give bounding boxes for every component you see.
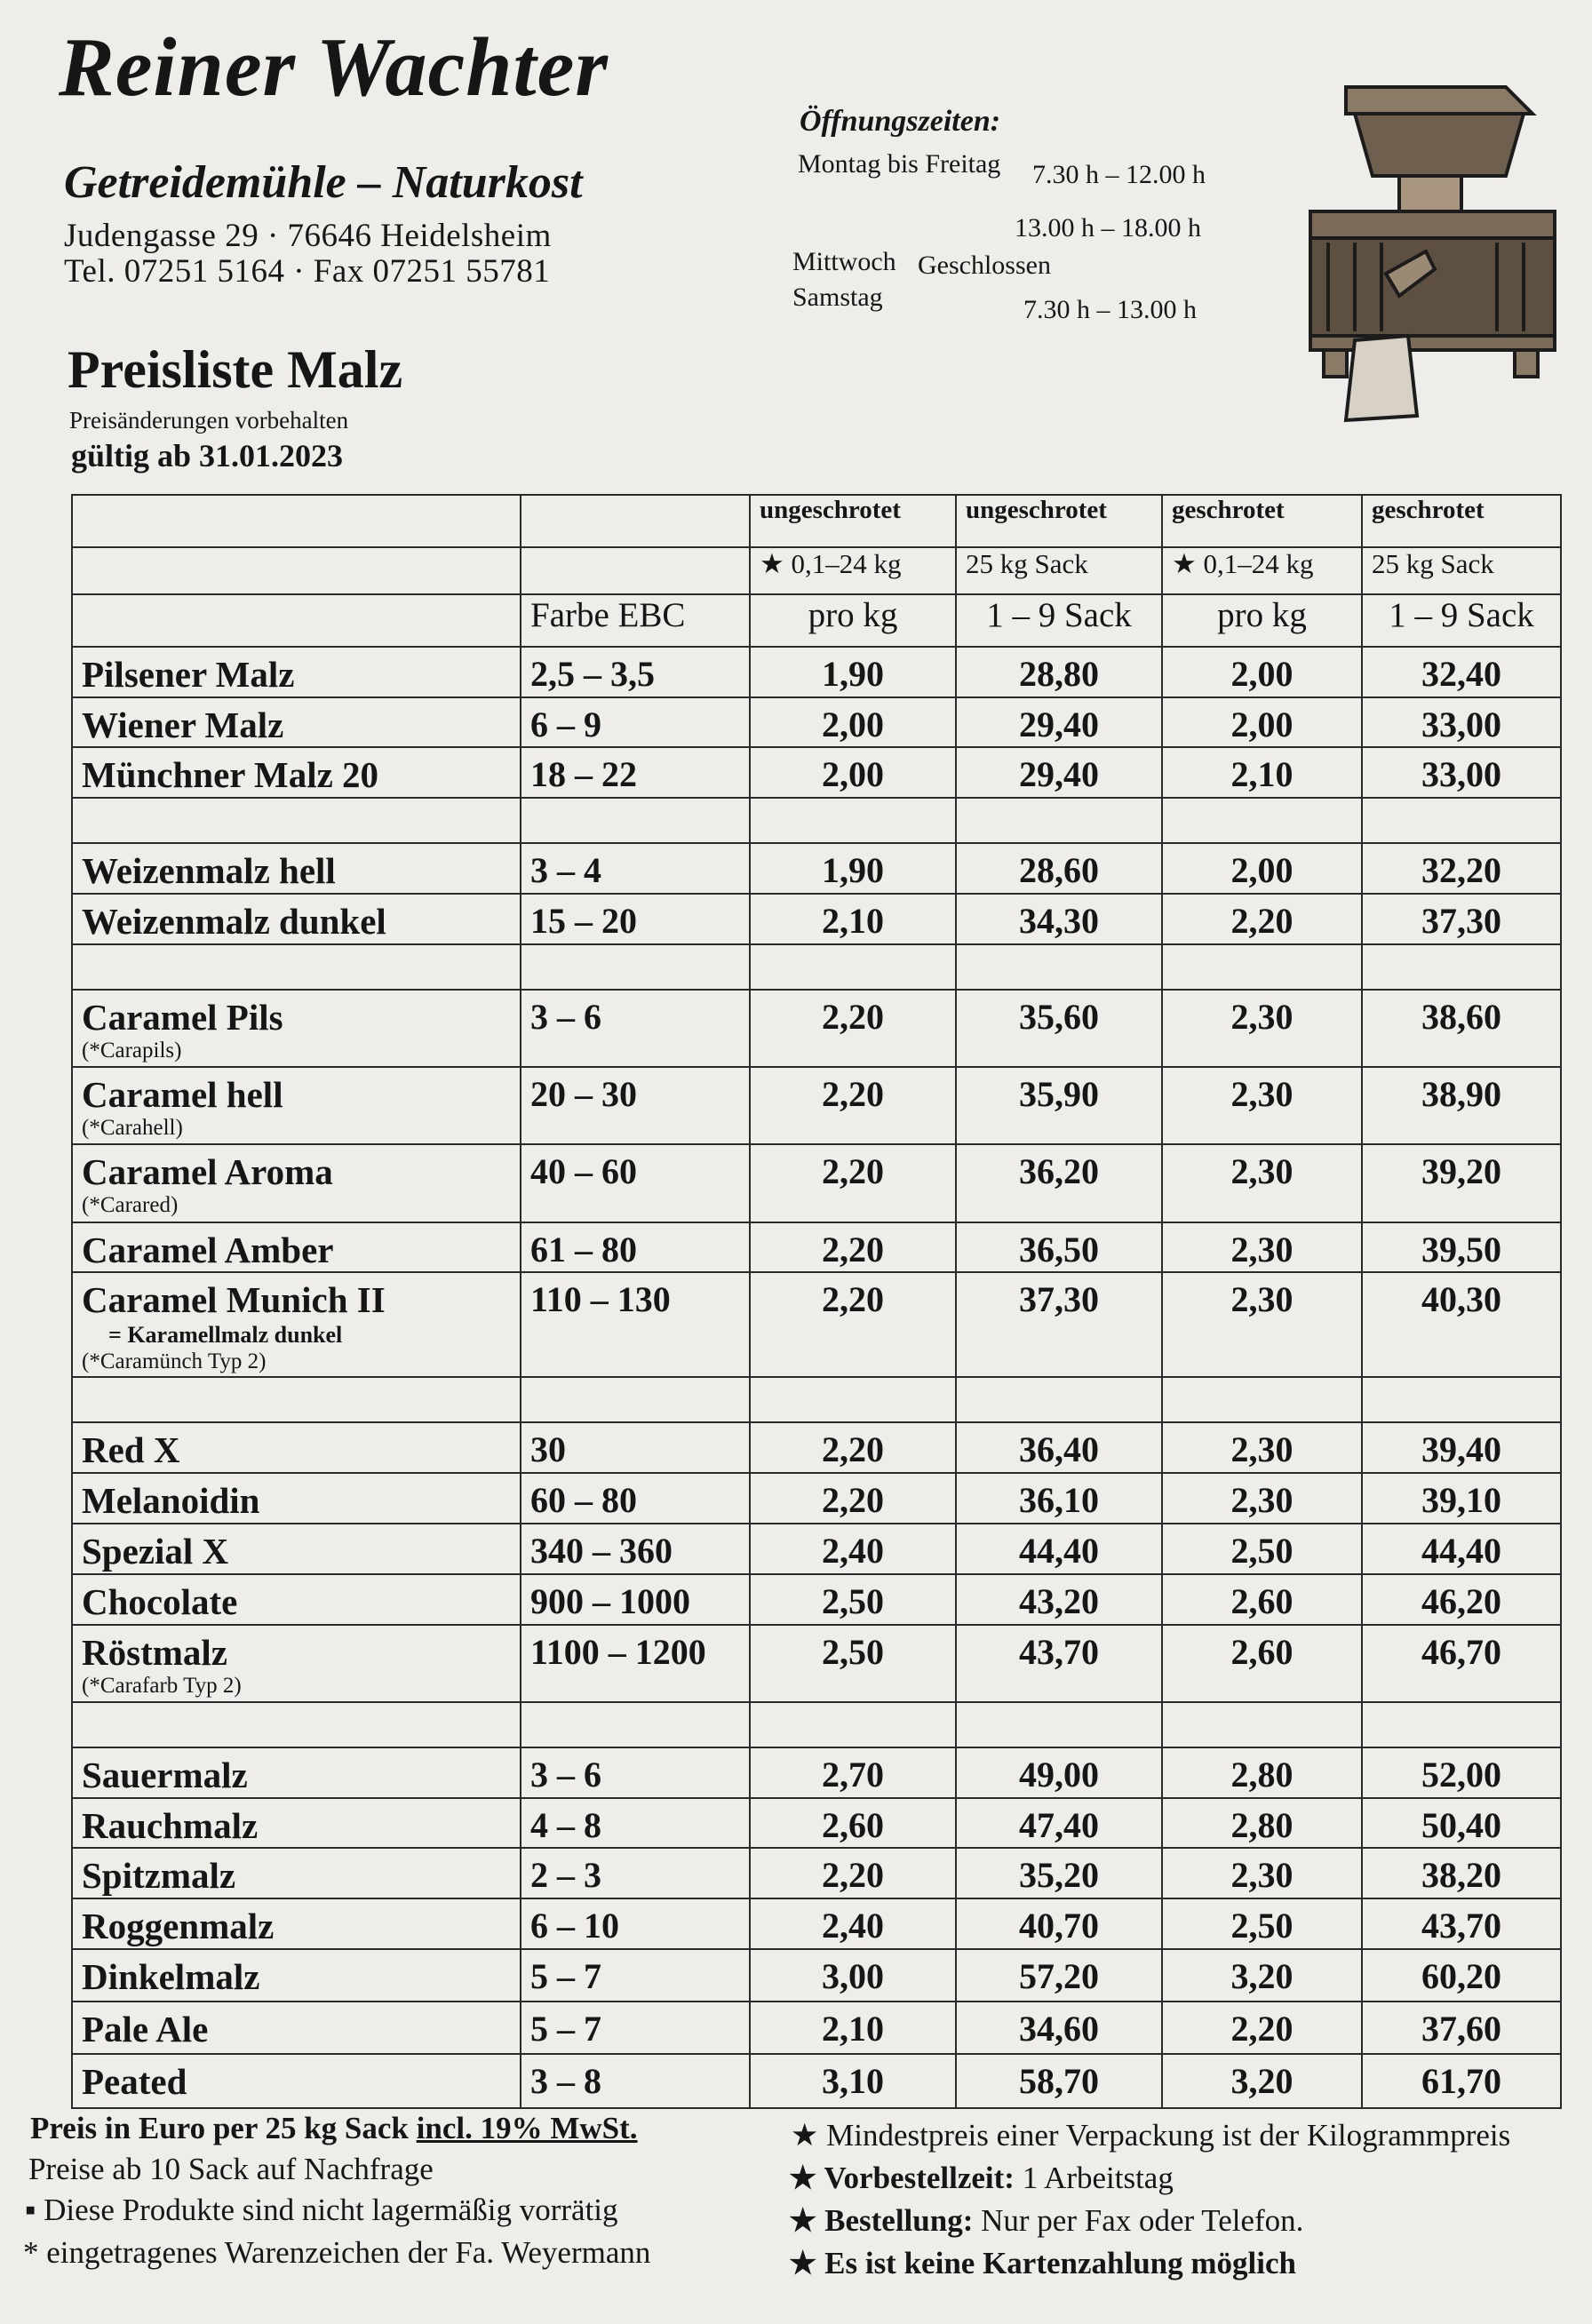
- header-row-type: [72, 495, 1561, 547]
- table-row: [72, 1272, 1561, 1377]
- price-cell: 39,40: [1362, 1422, 1561, 1473]
- price-cell: 2,40: [750, 1898, 956, 1949]
- ebc-value: 60 – 80: [521, 1473, 750, 1524]
- footer-preorder-label: ★ Vorbestellzeit:: [789, 2161, 1015, 2195]
- price-cell: 2,60: [750, 1798, 956, 1849]
- price-cell: 2,20: [750, 1144, 956, 1222]
- malt-name: Spitzmalz: [82, 1855, 236, 1897]
- price-cell: 32,20: [1362, 843, 1561, 894]
- hours-weekday-morning: 7.30 h – 12.00 h: [1032, 160, 1206, 189]
- price-cell: 2,00: [1162, 647, 1362, 697]
- header-c3-type: geschrotet: [1162, 495, 1362, 547]
- header-c1-package: ★ 0,1–24 kg: [750, 547, 956, 594]
- ebc-value: 3 – 6: [521, 990, 750, 1067]
- malt-name: Rauchmalz: [82, 1804, 259, 1846]
- ebc-value: 61 – 80: [521, 1222, 750, 1273]
- price-cell: 39,10: [1362, 1473, 1561, 1524]
- ebc-value: 3 – 8: [521, 2054, 750, 2108]
- ebc-value: 2,5 – 3,5: [521, 647, 750, 697]
- malt-name: Spezial X: [82, 1530, 229, 1572]
- malt-name: Pale Ale: [82, 2009, 209, 2050]
- price-cell: 39,50: [1362, 1222, 1561, 1273]
- header-c4-package: 25 kg Sack: [1362, 547, 1561, 594]
- price-cell: 2,20: [750, 1422, 956, 1473]
- price-cell: 3,10: [750, 2054, 956, 2108]
- ebc-value: 3 – 6: [521, 1747, 750, 1798]
- company-name: Reiner Wachter: [59, 21, 609, 114]
- malt-name: Melanoidin: [82, 1479, 260, 1521]
- price-cell: 28,80: [956, 647, 1162, 697]
- price-cell: 2,30: [1162, 1222, 1362, 1273]
- malt-trademark-note: (*Carahell): [82, 1115, 183, 1140]
- price-cell: 2,20: [750, 1067, 956, 1144]
- footer-bulk-note: Preise ab 10 Sack auf Nachfrage: [28, 2152, 434, 2186]
- footer-order-value: Nur per Fax oder Telefon.: [981, 2203, 1304, 2238]
- price-cell: 46,20: [1362, 1574, 1561, 1625]
- header-empty-cell: [72, 594, 521, 647]
- price-cell: 2,20: [1162, 2002, 1362, 2054]
- table-row: [72, 1144, 1561, 1222]
- price-cell: 2,00: [750, 747, 956, 798]
- price-cell: 2,30: [1162, 1272, 1362, 1377]
- table-row: [72, 1524, 1561, 1574]
- footer-price-basis: Preis in Euro per 25 kg Sack: [30, 2111, 409, 2145]
- price-cell: 49,00: [956, 1747, 1162, 1798]
- ebc-value: 15 – 20: [521, 894, 750, 944]
- ebc-value: 20 – 30: [521, 1067, 750, 1144]
- price-cell: 2,20: [750, 990, 956, 1067]
- malt-trademark-note: (*Carapils): [82, 1038, 182, 1063]
- header-empty-cell: [72, 495, 521, 547]
- price-cell: 2,30: [1162, 990, 1362, 1067]
- table-row: [72, 1473, 1561, 1524]
- price-cell: 29,40: [956, 697, 1162, 748]
- price-cell: 38,20: [1362, 1848, 1561, 1898]
- table-row: [72, 894, 1561, 944]
- table-row: [72, 1798, 1561, 1849]
- table-row: [72, 1625, 1561, 1702]
- hours-saturday-label: Samstag: [792, 283, 883, 312]
- malt-price-table: [71, 494, 1562, 2109]
- price-cell: 2,50: [750, 1574, 956, 1625]
- price-cell: 36,10: [956, 1473, 1162, 1524]
- price-cell: 43,20: [956, 1574, 1162, 1625]
- header-empty-cell: [521, 547, 750, 594]
- company-subtitle: Getreidemühle – Naturkost: [64, 157, 583, 208]
- malt-name: Sauermalz: [82, 1754, 248, 1795]
- malt-name: Wiener Malz: [82, 704, 284, 745]
- price-cell: 2,50: [750, 1625, 956, 1702]
- price-cell: 35,60: [956, 990, 1162, 1067]
- price-cell: 1,90: [750, 647, 956, 697]
- footer-stock-note: ▪ Diese Produkte sind nicht lagermäßig vorrätig: [25, 2193, 618, 2227]
- price-cell: 58,70: [956, 2054, 1162, 2108]
- price-cell: 33,00: [1362, 697, 1561, 748]
- malt-name: Peated: [82, 2060, 187, 2102]
- price-cell: 2,10: [750, 894, 956, 944]
- table-row: [72, 990, 1561, 1067]
- table-row: [72, 1747, 1561, 1798]
- price-cell: 2,50: [1162, 1524, 1362, 1574]
- malt-name: Caramel Amber: [82, 1229, 334, 1270]
- header-c3-package: ★ 0,1–24 kg: [1162, 547, 1362, 594]
- header-farbe-ebc: Farbe EBC: [521, 594, 750, 647]
- malt-name: Roggenmalz: [82, 1906, 275, 1947]
- price-cell: 28,60: [956, 843, 1162, 894]
- header-c4-unit: 1 – 9 Sack: [1362, 594, 1561, 647]
- malt-alias: = Karamellmalz dunkel: [108, 1322, 343, 1349]
- spacer-row: [72, 944, 1561, 990]
- ebc-value: 6 – 9: [521, 697, 750, 748]
- opening-hours-title: Öffnungszeiten:: [800, 105, 1001, 138]
- ebc-value: 5 – 7: [521, 2002, 750, 2054]
- header-row-unit: [72, 594, 1561, 647]
- table-row: [72, 747, 1561, 798]
- malt-name: Röstmalz: [82, 1631, 227, 1673]
- price-cell: 2,60: [1162, 1625, 1362, 1702]
- hours-weekday-label: Montag bis Freitag: [798, 149, 1001, 179]
- ebc-value: 30: [521, 1422, 750, 1473]
- malt-name: Caramel Pils: [82, 996, 283, 1038]
- spacer-row: [72, 1702, 1561, 1747]
- price-cell: 44,40: [956, 1524, 1162, 1574]
- price-cell: 3,20: [1162, 2054, 1362, 2108]
- company-contact: Tel. 07251 5164 · Fax 07251 55781: [64, 253, 551, 290]
- price-cell: 2,20: [750, 1473, 956, 1524]
- price-cell: 36,20: [956, 1144, 1162, 1222]
- hours-weekday-afternoon: 13.00 h – 18.00 h: [1015, 213, 1201, 243]
- price-cell: 34,30: [956, 894, 1162, 944]
- price-cell: 39,20: [1362, 1144, 1561, 1222]
- ebc-value: 6 – 10: [521, 1898, 750, 1949]
- table-row: [72, 1222, 1561, 1273]
- header-c2-unit: 1 – 9 Sack: [956, 594, 1162, 647]
- header-c2-type: ungeschrotet: [956, 495, 1162, 547]
- ebc-value: 1100 – 1200: [521, 1625, 750, 1702]
- price-cell: 2,20: [750, 1272, 956, 1377]
- price-cell: 2,20: [750, 1222, 956, 1273]
- header-c1-type: ungeschrotet: [750, 495, 956, 547]
- table-row: [72, 2002, 1561, 2054]
- header-empty-cell: [72, 547, 521, 594]
- malt-name: Pilsener Malz: [82, 653, 295, 695]
- price-cell: 2,50: [1162, 1898, 1362, 1949]
- price-cell: 2,20: [750, 1848, 956, 1898]
- price-cell: 1,90: [750, 843, 956, 894]
- ebc-value: 2 – 3: [521, 1848, 750, 1898]
- table-row: [72, 1898, 1561, 1949]
- hours-wednesday-value: Geschlossen: [918, 251, 1051, 280]
- malt-name: Weizenmalz hell: [82, 850, 336, 892]
- price-cell: 2,30: [1162, 1848, 1362, 1898]
- malt-name: Red X: [82, 1429, 180, 1470]
- price-cell: 36,40: [956, 1422, 1162, 1473]
- table-row: [72, 1574, 1561, 1625]
- price-cell: 3,20: [1162, 1949, 1362, 2002]
- price-cell: 2,00: [1162, 843, 1362, 894]
- table-row: [72, 1949, 1561, 2002]
- malt-trademark-note: (*Carared): [82, 1193, 179, 1218]
- header-empty-cell: [521, 495, 750, 547]
- price-cell: 61,70: [1362, 2054, 1561, 2108]
- price-cell: 35,90: [956, 1067, 1162, 1144]
- price-cell: 2,20: [1162, 894, 1362, 944]
- price-cell: 2,30: [1162, 1067, 1362, 1144]
- price-cell: 46,70: [1362, 1625, 1561, 1702]
- table-row: [72, 2054, 1561, 2108]
- spacer-row: [72, 1377, 1561, 1422]
- malt-name: Dinkelmalz: [82, 1956, 260, 1998]
- price-cell: 36,50: [956, 1222, 1162, 1273]
- ebc-value: 3 – 4: [521, 843, 750, 894]
- footer-trademark-note: * eingetragenes Warenzeichen der Fa. Weyermann: [23, 2235, 651, 2270]
- malt-trademark-note: (*Caramünch Typ 2): [82, 1349, 267, 1373]
- price-cell: 35,20: [956, 1848, 1162, 1898]
- malt-name: Chocolate: [82, 1580, 238, 1622]
- header-c2-package: 25 kg Sack: [956, 547, 1162, 594]
- price-cell: 40,70: [956, 1898, 1162, 1949]
- price-cell: 37,30: [956, 1272, 1162, 1377]
- price-cell: 2,40: [750, 1524, 956, 1574]
- malt-name: Caramel Munich II: [82, 1279, 386, 1321]
- table-row: [72, 843, 1561, 894]
- table-row: [72, 697, 1561, 748]
- price-cell: 37,30: [1362, 894, 1561, 944]
- price-cell: 60,20: [1362, 1949, 1561, 2002]
- hours-wednesday-label: Mittwoch: [792, 247, 896, 276]
- table-row: [72, 1067, 1561, 1144]
- price-change-note: Preisänderungen vorbehalten: [69, 407, 349, 434]
- spacer-row: [72, 798, 1561, 843]
- header-c3-unit: pro kg: [1162, 594, 1362, 647]
- price-cell: 37,60: [1362, 2002, 1561, 2054]
- ebc-value: 110 – 130: [521, 1272, 750, 1377]
- price-cell: 57,20: [956, 1949, 1162, 2002]
- price-cell: 2,00: [750, 697, 956, 748]
- price-cell: 29,40: [956, 747, 1162, 798]
- footer-preorder-note: [789, 2161, 1174, 2196]
- table-row: [72, 1422, 1561, 1473]
- price-cell: 34,60: [956, 2002, 1162, 2054]
- price-cell: 44,40: [1362, 1524, 1561, 1574]
- malt-name: Caramel hell: [82, 1073, 283, 1115]
- header-c4-type: geschrotet: [1362, 495, 1561, 547]
- price-cell: 2,30: [1162, 1422, 1362, 1473]
- price-cell: 43,70: [956, 1625, 1162, 1702]
- footer-min-price-note: ★ Mindestpreis einer Verpackung ist der Kilogrammpreis: [791, 2118, 1511, 2153]
- malt-name: Weizenmalz dunkel: [82, 900, 386, 942]
- table-row: [72, 1848, 1561, 1898]
- footer-preorder-value: 1 Arbeitstag: [1022, 2161, 1174, 2195]
- footer-order-note: [789, 2203, 1303, 2239]
- malt-name: Caramel Aroma: [82, 1151, 333, 1193]
- price-cell: 2,30: [1162, 1473, 1362, 1524]
- price-cell: 3,00: [750, 1949, 956, 2002]
- price-cell: 38,90: [1362, 1067, 1561, 1144]
- price-cell: 50,40: [1362, 1798, 1561, 1849]
- price-cell: 2,60: [1162, 1574, 1362, 1625]
- price-cell: 2,00: [1162, 697, 1362, 748]
- price-cell: 32,40: [1362, 647, 1561, 697]
- price-cell: 40,30: [1362, 1272, 1561, 1377]
- price-cell: 2,10: [750, 2002, 956, 2054]
- price-cell: 2,80: [1162, 1798, 1362, 1849]
- header-row-package: [72, 547, 1561, 594]
- grain-mill-icon: [1293, 78, 1559, 434]
- footer-price-note: [30, 2111, 638, 2146]
- header-c1-unit: pro kg: [750, 594, 956, 647]
- malt-trademark-note: (*Carafarb Typ 2): [82, 1673, 242, 1698]
- ebc-value: 5 – 7: [521, 1949, 750, 2002]
- price-cell: 2,10: [1162, 747, 1362, 798]
- price-cell: 33,00: [1362, 747, 1561, 798]
- price-cell: 2,70: [750, 1747, 956, 1798]
- price-cell: 2,80: [1162, 1747, 1362, 1798]
- price-cell: 2,30: [1162, 1144, 1362, 1222]
- price-cell: 47,40: [956, 1798, 1162, 1849]
- footer-payment-note: ★ Es ist keine Kartenzahlung möglich: [789, 2246, 1296, 2280]
- footer-order-label: ★ Bestellung:: [789, 2203, 974, 2238]
- ebc-value: 40 – 60: [521, 1144, 750, 1222]
- malt-name: Münchner Malz 20: [82, 754, 379, 796]
- ebc-value: 4 – 8: [521, 1798, 750, 1849]
- price-cell: 43,70: [1362, 1898, 1561, 1949]
- footer-vat-note: incl. 19% MwSt.: [416, 2111, 638, 2145]
- price-cell: 52,00: [1362, 1747, 1561, 1798]
- table-row: [72, 647, 1561, 697]
- ebc-value: 18 – 22: [521, 747, 750, 798]
- company-address: Judengasse 29 · 76646 Heidelsheim: [64, 218, 552, 254]
- price-list-title: Preisliste Malz: [68, 340, 403, 399]
- ebc-value: 340 – 360: [521, 1524, 750, 1574]
- hours-saturday-value: 7.30 h – 13.00 h: [1023, 295, 1197, 324]
- valid-from-date: gültig ab 31.01.2023: [71, 438, 344, 474]
- price-cell: 38,60: [1362, 990, 1561, 1067]
- ebc-value: 900 – 1000: [521, 1574, 750, 1625]
